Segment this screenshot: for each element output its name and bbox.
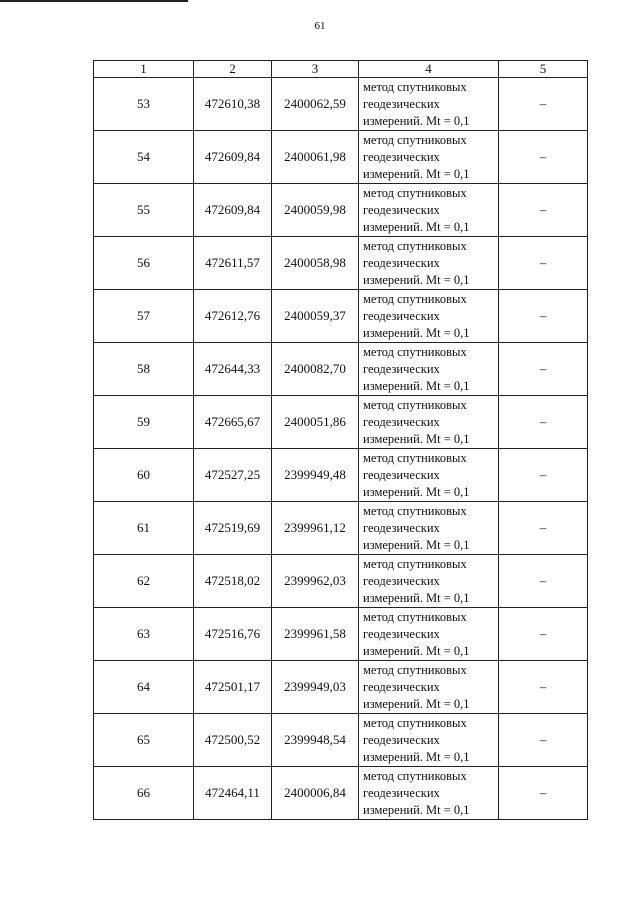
method-cell	[359, 555, 499, 608]
method-cell	[359, 131, 499, 184]
method-line: геодезических	[363, 520, 440, 535]
method-line: метод спутниковых	[363, 238, 467, 253]
table-row	[94, 661, 588, 714]
accuracy-cell: –	[499, 78, 588, 131]
y-coordinate-cell: 2400051,86	[272, 396, 359, 449]
x-coordinate-cell: 472519,69	[194, 502, 272, 555]
x-coordinate-cell: 472665,67	[194, 396, 272, 449]
accuracy-cell: –	[499, 396, 588, 449]
header-col-4: 4	[359, 61, 499, 78]
accuracy-cell: –	[499, 449, 588, 502]
method-line: геодезических	[363, 679, 440, 694]
method-line: геодезических	[363, 361, 440, 376]
accuracy-cell: –	[499, 237, 588, 290]
table-row	[94, 714, 588, 767]
method-line: геодезических	[363, 785, 440, 800]
accuracy-cell: –	[499, 290, 588, 343]
accuracy-cell: –	[499, 608, 588, 661]
method-line: метод спутниковых	[363, 715, 467, 730]
method-line: геодезических	[363, 149, 440, 164]
method-cell	[359, 449, 499, 502]
y-coordinate-cell: 2400082,70	[272, 343, 359, 396]
method-line: геодезических	[363, 96, 440, 111]
point-number-cell: 57	[94, 290, 194, 343]
method-cell	[359, 502, 499, 555]
method-line: метод спутниковых	[363, 503, 467, 518]
method-line: измерений. Mt = 0,1	[363, 590, 470, 605]
method-line: метод спутниковых	[363, 291, 467, 306]
method-line: метод спутниковых	[363, 132, 467, 147]
x-coordinate-cell: 472609,84	[194, 184, 272, 237]
method-cell	[359, 396, 499, 449]
x-coordinate-cell: 472612,76	[194, 290, 272, 343]
table-row	[94, 78, 588, 131]
point-number-cell: 61	[94, 502, 194, 555]
y-coordinate-cell: 2400059,98	[272, 184, 359, 237]
table-row	[94, 237, 588, 290]
x-coordinate-cell: 472464,11	[194, 767, 272, 820]
method-line: метод спутниковых	[363, 556, 467, 571]
point-number-cell: 54	[94, 131, 194, 184]
header-col-5: 5	[499, 61, 588, 78]
table-row	[94, 767, 588, 820]
point-number-cell: 65	[94, 714, 194, 767]
y-coordinate-cell: 2400059,37	[272, 290, 359, 343]
y-coordinate-cell: 2399961,12	[272, 502, 359, 555]
point-number-cell: 58	[94, 343, 194, 396]
x-coordinate-cell: 472501,17	[194, 661, 272, 714]
method-line: измерений. Mt = 0,1	[363, 113, 470, 128]
point-number-cell: 55	[94, 184, 194, 237]
method-line: измерений. Mt = 0,1	[363, 378, 470, 393]
method-line: метод спутниковых	[363, 450, 467, 465]
method-cell	[359, 608, 499, 661]
y-coordinate-cell: 2399949,48	[272, 449, 359, 502]
table-row	[94, 343, 588, 396]
y-coordinate-cell: 2399948,54	[272, 714, 359, 767]
y-coordinate-cell: 2400061,98	[272, 131, 359, 184]
table-row	[94, 290, 588, 343]
y-coordinate-cell: 2400058,98	[272, 237, 359, 290]
method-line: измерений. Mt = 0,1	[363, 431, 470, 446]
point-number-cell: 62	[94, 555, 194, 608]
accuracy-cell: –	[499, 661, 588, 714]
method-line: измерений. Mt = 0,1	[363, 537, 470, 552]
table-row	[94, 184, 588, 237]
method-cell	[359, 78, 499, 131]
method-line: геодезических	[363, 255, 440, 270]
method-line: измерений. Mt = 0,1	[363, 325, 470, 340]
x-coordinate-cell: 472518,02	[194, 555, 272, 608]
point-number-cell: 59	[94, 396, 194, 449]
accuracy-cell: –	[499, 184, 588, 237]
accuracy-cell: –	[499, 343, 588, 396]
table-row	[94, 396, 588, 449]
table-row	[94, 608, 588, 661]
method-line: измерений. Mt = 0,1	[363, 219, 470, 234]
table-row	[94, 131, 588, 184]
point-number-cell: 64	[94, 661, 194, 714]
y-coordinate-cell: 2399962,03	[272, 555, 359, 608]
point-number-cell: 60	[94, 449, 194, 502]
method-line: геодезических	[363, 626, 440, 641]
method-line: измерений. Mt = 0,1	[363, 643, 470, 658]
y-coordinate-cell: 2400062,59	[272, 78, 359, 131]
method-line: геодезических	[363, 573, 440, 588]
top-rule	[0, 0, 188, 2]
method-line: измерений. Mt = 0,1	[363, 166, 470, 181]
point-number-cell: 53	[94, 78, 194, 131]
method-line: геодезических	[363, 414, 440, 429]
method-line: метод спутниковых	[363, 397, 467, 412]
method-line: геодезических	[363, 308, 440, 323]
x-coordinate-cell: 472611,57	[194, 237, 272, 290]
y-coordinate-cell: 2400006,84	[272, 767, 359, 820]
header-col-1: 1	[94, 61, 194, 78]
method-line: геодезических	[363, 202, 440, 217]
x-coordinate-cell: 472644,33	[194, 343, 272, 396]
header-col-3: 3	[272, 61, 359, 78]
method-cell	[359, 343, 499, 396]
accuracy-cell: –	[499, 555, 588, 608]
method-line: метод спутниковых	[363, 662, 467, 677]
table-row	[94, 555, 588, 608]
method-line: измерений. Mt = 0,1	[363, 272, 470, 287]
y-coordinate-cell: 2399961,58	[272, 608, 359, 661]
accuracy-cell: –	[499, 502, 588, 555]
point-number-cell: 66	[94, 767, 194, 820]
header-col-2: 2	[194, 61, 272, 78]
table-row	[94, 502, 588, 555]
point-number-cell: 56	[94, 237, 194, 290]
method-cell	[359, 237, 499, 290]
accuracy-cell: –	[499, 714, 588, 767]
method-line: измерений. Mt = 0,1	[363, 749, 470, 764]
method-line: метод спутниковых	[363, 344, 467, 359]
x-coordinate-cell: 472516,76	[194, 608, 272, 661]
page-number: 61	[314, 20, 326, 32]
method-line: метод спутниковых	[363, 768, 467, 783]
coordinates-table	[93, 60, 588, 820]
point-number-cell: 63	[94, 608, 194, 661]
table-body	[94, 78, 588, 820]
table-header-row	[94, 61, 588, 78]
method-cell	[359, 767, 499, 820]
method-cell	[359, 290, 499, 343]
method-line: измерений. Mt = 0,1	[363, 484, 470, 499]
method-cell	[359, 714, 499, 767]
table-row	[94, 449, 588, 502]
method-cell	[359, 184, 499, 237]
x-coordinate-cell: 472527,25	[194, 449, 272, 502]
method-line: геодезических	[363, 467, 440, 482]
accuracy-cell: –	[499, 767, 588, 820]
method-line: измерений. Mt = 0,1	[363, 802, 470, 817]
method-line: метод спутниковых	[363, 609, 467, 624]
x-coordinate-cell: 472610,38	[194, 78, 272, 131]
method-cell	[359, 661, 499, 714]
method-line: метод спутниковых	[363, 79, 467, 94]
accuracy-cell: –	[499, 131, 588, 184]
method-line: измерений. Mt = 0,1	[363, 696, 470, 711]
method-line: метод спутниковых	[363, 185, 467, 200]
y-coordinate-cell: 2399949,03	[272, 661, 359, 714]
x-coordinate-cell: 472609,84	[194, 131, 272, 184]
method-line: геодезических	[363, 732, 440, 747]
x-coordinate-cell: 472500,52	[194, 714, 272, 767]
